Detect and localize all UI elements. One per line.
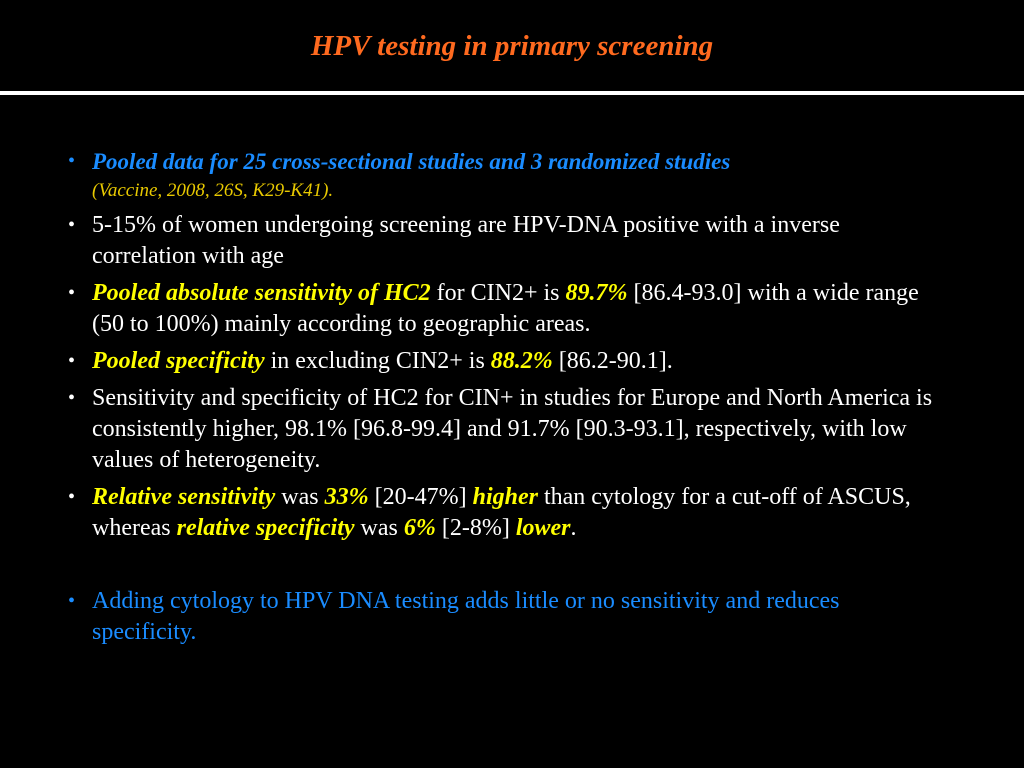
bullet-text: than cytology for a cut-off of ASCUS, whereas — [92, 484, 911, 541]
bullet-hpv-positive-rate — [0, 210, 942, 272]
bullet-text: was — [275, 484, 325, 510]
highlight-value: 6% — [403, 515, 436, 541]
citation-text: (Vaccine, 2008, 26S, K29-K41). — [92, 180, 334, 201]
bullet-pooled-data — [0, 146, 942, 204]
bullet-europe-north-america — [0, 383, 942, 476]
bullet-absolute-sensitivity — [0, 278, 942, 340]
bullet-marker: • — [68, 387, 76, 409]
highlight-value: 33% — [324, 484, 369, 510]
highlight-term: lower — [515, 515, 571, 541]
bullet-marker: • — [68, 214, 76, 236]
highlight-value: 89.7% — [565, 280, 628, 306]
bullet-text: [20-47%] — [368, 484, 473, 510]
slide-title: HPV testing in primary screening — [310, 30, 714, 62]
bullet-text: [86.4-93.0] with a wide range (50 to 100%) mainly according to geographic areas. — [92, 280, 919, 337]
highlight-term: Relative sensitivity — [92, 484, 276, 510]
highlight-term: Pooled absolute sensitivity of HC2 — [92, 280, 431, 306]
bullet-text: [2-8%] — [435, 515, 516, 541]
bullet-text: Pooled data for 25 cross-sectional studies and 3 randomized studies — [92, 149, 731, 174]
bullet-relative-sensitivity — [0, 482, 942, 544]
title-divider — [0, 91, 1024, 95]
highlight-term: higher — [472, 484, 538, 510]
bullet-text: [86.2-90.1]. — [552, 348, 673, 374]
bullet-marker: • — [68, 590, 76, 612]
bullet-marker: • — [68, 486, 76, 508]
bullet-text: Adding cytology to HPV DNA testing adds little or no sensitivity and reduces specificity. — [92, 588, 840, 645]
bullet-text: Sensitivity and specificity of HC2 for CIN+ in studies for Europe and North America is consistently higher, 98.1% [96.8-99.4] and 91.7% [90.3-93.1], respectively, with low values of heterogeneity. — [92, 385, 933, 473]
bullet-adding-cytology — [0, 586, 942, 648]
bullet-pooled-specificity — [0, 346, 942, 377]
highlight-term: relative specificity — [176, 515, 355, 541]
bullet-marker: • — [68, 350, 76, 372]
bullet-text: was — [354, 515, 404, 541]
bullet-text: 5-15% of women undergoing screening are HPV-DNA positive with a inverse correlation with age — [92, 212, 840, 269]
bullet-text: in excluding CIN2+ is — [264, 348, 491, 374]
bullet-spacer — [0, 550, 1024, 586]
bullet-text: . — [570, 515, 577, 541]
highlight-value: 88.2% — [490, 348, 553, 374]
highlight-term: Pooled specificity — [92, 348, 265, 374]
bullet-marker: • — [68, 150, 76, 172]
bullet-text: for CIN2+ is — [430, 280, 566, 306]
bullet-marker: • — [68, 282, 76, 304]
bullet-list — [0, 146, 1024, 654]
